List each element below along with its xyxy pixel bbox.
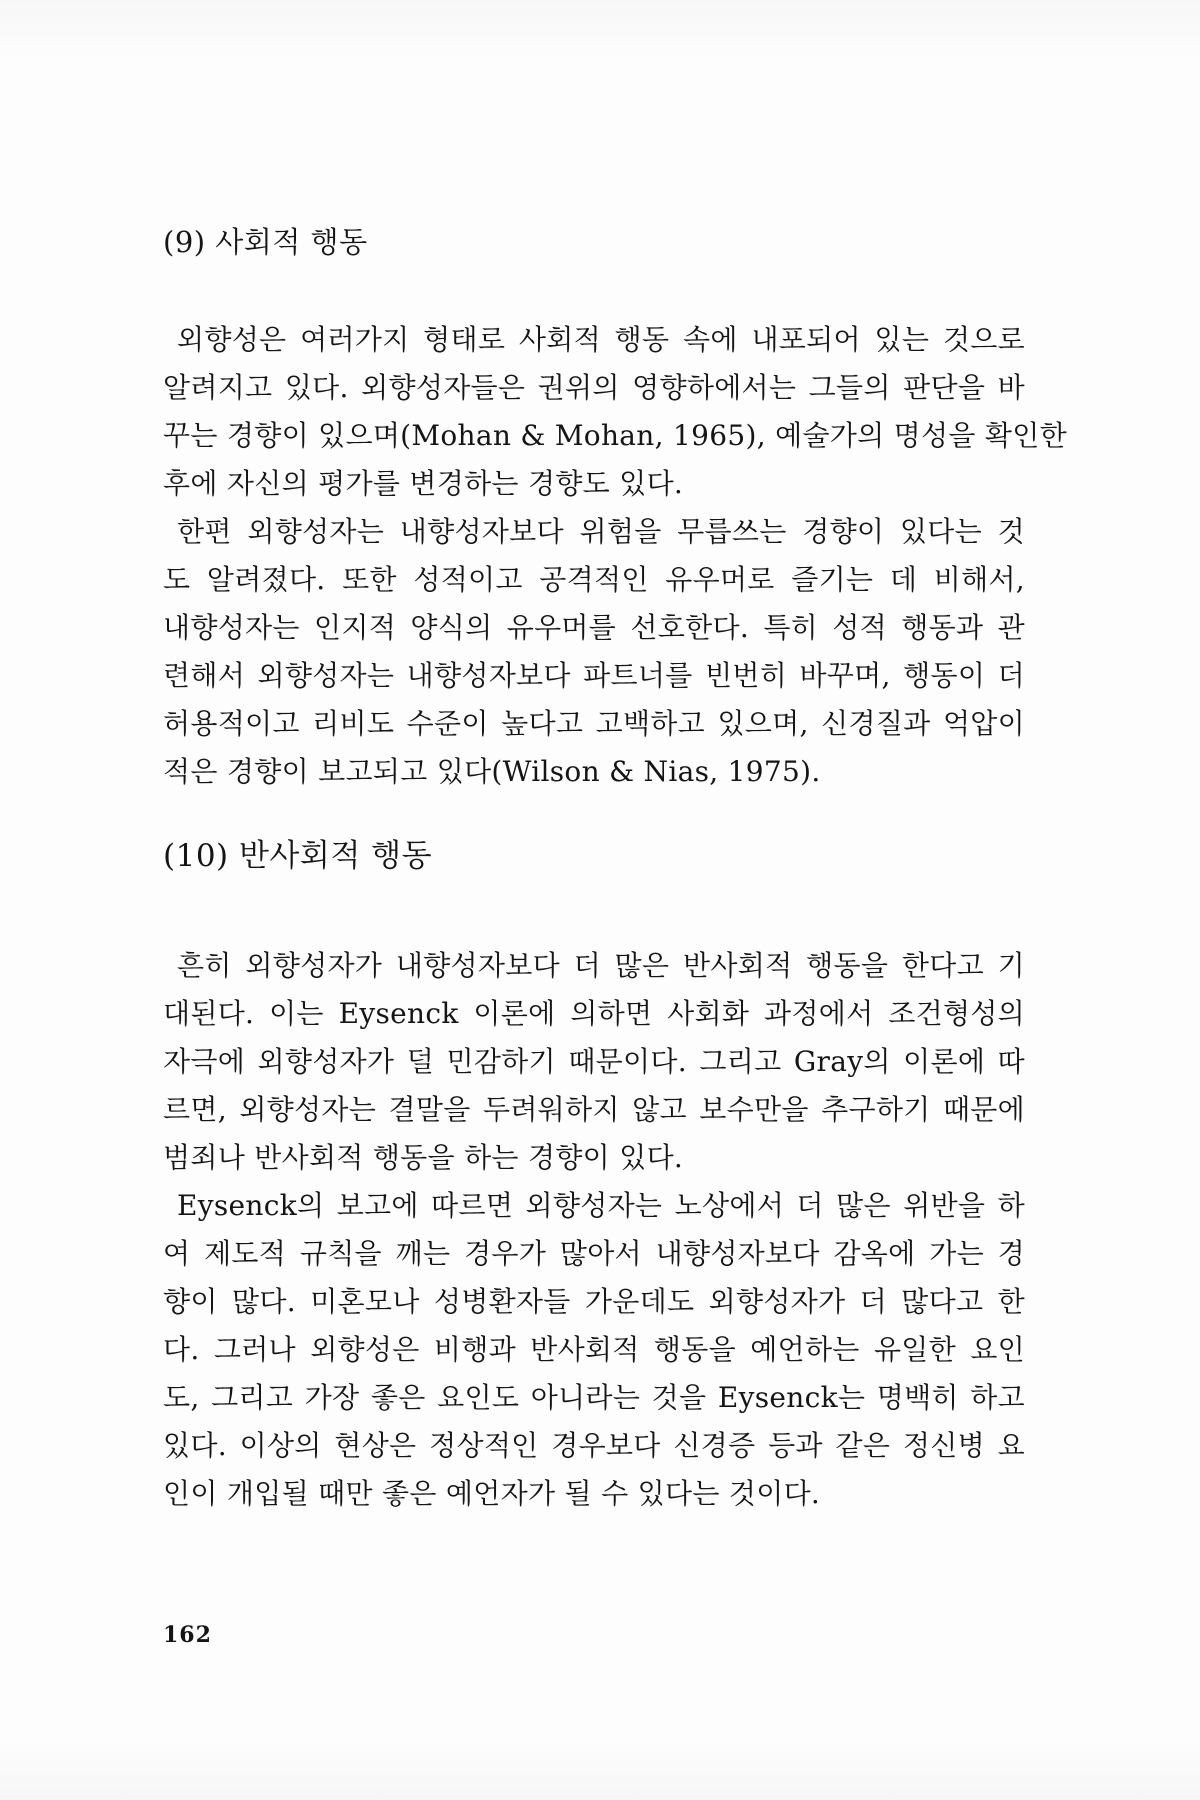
text-line: 범죄나 반사회적 행동을 하는 경향이 있다. <box>163 1141 684 1174</box>
text-line: 꾸는 경향이 있으며(Mohan & Mohan, 1965), 예술가의 명성을 확인한 <box>163 419 1067 452</box>
text-line: 후에 자신의 평가를 변경하는 경향도 있다. <box>163 467 684 500</box>
text-line: 대된다. 이는 Eysenck 이론에 의하면 사회화 과정에서 조건형성의 <box>163 997 1025 1030</box>
text-line: 르면, 외향성자는 결말을 두려워하지 않고 보수만을 추구하기 때문에 <box>163 1093 1025 1126</box>
text-line: 허용적이고 리비도 수준이 높다고 고백하고 있으며, 신경질과 억압이 <box>163 707 1025 740</box>
text-line: Eysenck의 보고에 따르면 외향성자는 노상에서 더 많은 위반을 하 <box>177 1189 1025 1222</box>
section-body-antisocial-behavior <box>163 942 1025 1518</box>
text-line: 있다. 이상의 현상은 정상적인 경우보다 신경증 등과 같은 정신병 요 <box>163 1429 1025 1462</box>
text-line: 여 제도적 규칙을 깨는 경우가 많아서 내향성자보다 감옥에 가는 경 <box>163 1237 1025 1270</box>
text-line: 적은 경향이 보고되고 있다(Wilson & Nias, 1975). <box>163 755 821 788</box>
text-line: 외향성은 여러가지 형태로 사회적 행동 속에 내포되어 있는 것으로 <box>177 323 1025 356</box>
text-line: 흔히 외향성자가 내향성자보다 더 많은 반사회적 행동을 한다고 기 <box>177 949 1025 982</box>
text-line: 도 알려졌다. 또한 성적이고 공격적인 유우머로 즐기는 데 비해서, <box>163 563 1025 596</box>
section-heading-social-behavior: (9) 사회적 행동 <box>163 225 368 259</box>
text-line: 알려지고 있다. 외향성자들은 권위의 영향하에서는 그들의 판단을 바 <box>163 371 1025 404</box>
text-line: 인이 개입될 때만 좋은 예언자가 될 수 있다는 것이다. <box>163 1477 821 1510</box>
page-number: 162 <box>163 1622 212 1648</box>
text-line: 자극에 외향성자가 덜 민감하기 때문이다. 그리고 Gray의 이론에 따 <box>163 1045 1025 1078</box>
text-line: 한편 외향성자는 내향성자보다 위험을 무릅쓰는 경향이 있다는 것 <box>177 515 1025 548</box>
section-body-social-behavior <box>163 316 1067 796</box>
text-line: 내향성자는 인지적 양식의 유우머를 선호한다. 특히 성적 행동과 관 <box>163 611 1025 644</box>
text-line: 련해서 외향성자는 내향성자보다 파트너를 빈번히 바꾸며, 행동이 더 <box>163 659 1025 692</box>
text-line: 다. 그러나 외향성은 비행과 반사회적 행동을 예언하는 유일한 요인 <box>163 1333 1025 1366</box>
text-line: 도, 그리고 가장 좋은 요인도 아니라는 것을 Eysenck는 명백히 하고 <box>163 1381 1025 1414</box>
text-line: 향이 많다. 미혼모나 성병환자들 가운데도 외향성자가 더 많다고 한 <box>163 1285 1025 1318</box>
section-heading-antisocial-behavior: (10) 반사회적 행동 <box>163 838 433 874</box>
